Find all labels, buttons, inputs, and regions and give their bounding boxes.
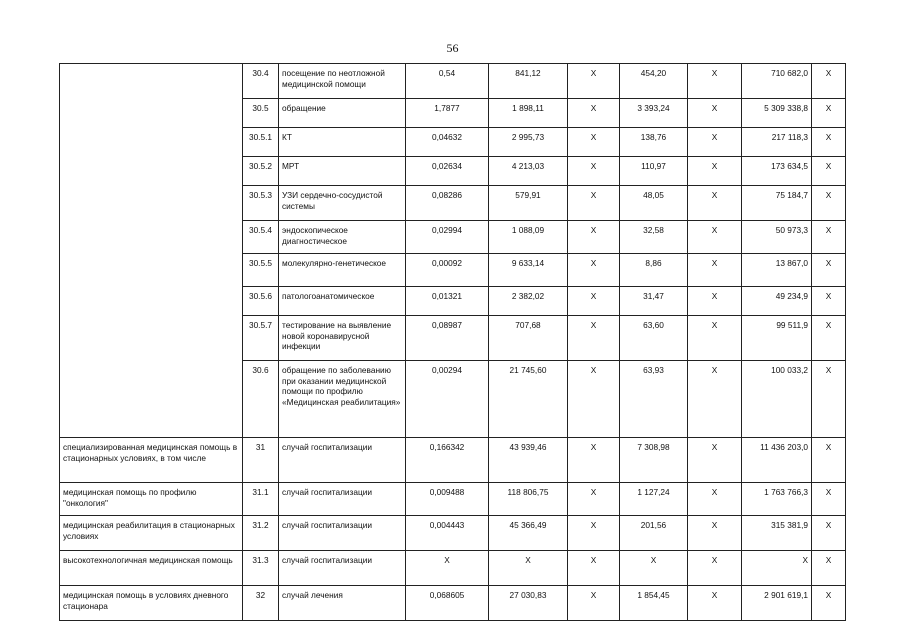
code-cell: 30.6 — [243, 361, 279, 438]
x-cell: X — [688, 551, 742, 586]
per-capita-cell: 32,58 — [620, 221, 688, 254]
x-cell: X — [688, 483, 742, 516]
norm-cell: 0,02634 — [406, 157, 489, 186]
section-cell: медицинская помощь по профилю "онкология" — [60, 483, 243, 516]
x-cell: X — [688, 438, 742, 483]
x-cell: X — [688, 99, 742, 128]
x-cell: X — [812, 551, 846, 586]
x-cell: X — [812, 483, 846, 516]
cost-cell: 43 939,46 — [489, 438, 568, 483]
norm-cell: 0,00092 — [406, 254, 489, 287]
code-cell: 31.1 — [243, 483, 279, 516]
per-capita-cell: 31,47 — [620, 287, 688, 316]
total-cell: 100 033,2 — [742, 361, 812, 438]
total-cell: 217 118,3 — [742, 128, 812, 157]
unit-cell: посещение по неотложной медицинской помощи — [279, 64, 406, 99]
table-row — [60, 551, 846, 586]
x-cell: X — [812, 316, 846, 361]
x-cell: X — [688, 221, 742, 254]
cost-cell: 2 995,73 — [489, 128, 568, 157]
x-cell: X — [568, 128, 620, 157]
cost-cell: 21 745,60 — [489, 361, 568, 438]
code-cell: 31 — [243, 438, 279, 483]
cost-cell: X — [489, 551, 568, 586]
norm-cell: 0,02994 — [406, 221, 489, 254]
norm-cell: 0,166342 — [406, 438, 489, 483]
norm-cell: 0,068605 — [406, 586, 489, 621]
x-cell: X — [688, 516, 742, 551]
norm-cell: 0,00294 — [406, 361, 489, 438]
x-cell: X — [568, 221, 620, 254]
table-row — [60, 483, 846, 516]
unit-cell: тестирование на выявление новой коронавирусной инфекции — [279, 316, 406, 361]
cost-cell: 707,68 — [489, 316, 568, 361]
page-number: 56 — [446, 41, 459, 55]
cost-cell: 118 806,75 — [489, 483, 568, 516]
norm-cell: 0,01321 — [406, 287, 489, 316]
total-cell: 5 309 338,8 — [742, 99, 812, 128]
x-cell: X — [568, 438, 620, 483]
x-cell: X — [688, 186, 742, 221]
norm-cell: 0,08987 — [406, 316, 489, 361]
x-cell: X — [568, 551, 620, 586]
per-capita-cell: 63,60 — [620, 316, 688, 361]
x-cell: X — [812, 361, 846, 438]
per-capita-cell: 454,20 — [620, 64, 688, 99]
total-cell: 315 381,9 — [742, 516, 812, 551]
x-cell: X — [812, 128, 846, 157]
code-cell: 31.3 — [243, 551, 279, 586]
total-cell: 49 234,9 — [742, 287, 812, 316]
x-cell: X — [688, 64, 742, 99]
x-cell: X — [568, 64, 620, 99]
cost-cell: 1 088,09 — [489, 221, 568, 254]
section-cell — [60, 64, 243, 438]
norm-cell: 0,009488 — [406, 483, 489, 516]
cost-cell: 841,12 — [489, 64, 568, 99]
total-cell: 50 973,3 — [742, 221, 812, 254]
x-cell: X — [568, 254, 620, 287]
cost-cell: 45 366,49 — [489, 516, 568, 551]
unit-cell: патологоанатомическое — [279, 287, 406, 316]
x-cell: X — [568, 586, 620, 621]
norm-cell: 0,08286 — [406, 186, 489, 221]
total-cell: X — [742, 551, 812, 586]
norm-cell: 0,54 — [406, 64, 489, 99]
cost-cell: 4 213,03 — [489, 157, 568, 186]
x-cell: X — [812, 438, 846, 483]
x-cell: X — [568, 99, 620, 128]
cost-cell: 27 030,83 — [489, 586, 568, 621]
x-cell: X — [688, 361, 742, 438]
x-cell: X — [812, 254, 846, 287]
table-row — [60, 438, 846, 483]
section-cell: медицинская помощь в условиях дневного стационара — [60, 586, 243, 621]
per-capita-cell: 138,76 — [620, 128, 688, 157]
total-cell: 173 634,5 — [742, 157, 812, 186]
code-cell: 30.5.4 — [243, 221, 279, 254]
unit-cell: молекулярно-генетическое — [279, 254, 406, 287]
total-cell: 13 867,0 — [742, 254, 812, 287]
x-cell: X — [688, 287, 742, 316]
unit-cell: случай госпитализации — [279, 483, 406, 516]
x-cell: X — [812, 157, 846, 186]
code-cell: 30.5.1 — [243, 128, 279, 157]
per-capita-cell: 48,05 — [620, 186, 688, 221]
unit-cell: УЗИ сердечно-сосудистой системы — [279, 186, 406, 221]
norm-cell: X — [406, 551, 489, 586]
norm-cell: 0,004443 — [406, 516, 489, 551]
code-cell: 30.5 — [243, 99, 279, 128]
code-cell: 30.5.3 — [243, 186, 279, 221]
x-cell: X — [568, 516, 620, 551]
unit-cell: обращение — [279, 99, 406, 128]
norm-cell: 1,7877 — [406, 99, 489, 128]
cost-cell: 1 898,11 — [489, 99, 568, 128]
unit-cell: случай госпитализации — [279, 551, 406, 586]
x-cell: X — [568, 287, 620, 316]
total-cell: 99 511,9 — [742, 316, 812, 361]
table-row — [60, 64, 846, 99]
unit-cell: обращение по заболеванию при оказании медицинской помощи по профилю «Медицинская реабилитация» — [279, 361, 406, 438]
x-cell: X — [688, 128, 742, 157]
unit-cell: МРТ — [279, 157, 406, 186]
x-cell: X — [568, 157, 620, 186]
per-capita-cell: 8,86 — [620, 254, 688, 287]
per-capita-cell: 1 127,24 — [620, 483, 688, 516]
x-cell: X — [812, 99, 846, 128]
per-capita-cell: 3 393,24 — [620, 99, 688, 128]
total-cell: 710 682,0 — [742, 64, 812, 99]
x-cell: X — [688, 157, 742, 186]
section-cell: специализированная медицинская помощь в стационарных условиях, в том числе — [60, 438, 243, 483]
cost-cell: 2 382,02 — [489, 287, 568, 316]
x-cell: X — [812, 64, 846, 99]
x-cell: X — [688, 586, 742, 621]
per-capita-cell: 7 308,98 — [620, 438, 688, 483]
x-cell: X — [568, 186, 620, 221]
unit-cell: случай госпитализации — [279, 438, 406, 483]
section-cell: высокотехнологичная медицинская помощь — [60, 551, 243, 586]
per-capita-cell: 201,56 — [620, 516, 688, 551]
total-cell: 1 763 766,3 — [742, 483, 812, 516]
unit-cell: эндоскопическое диагностическое — [279, 221, 406, 254]
per-capita-cell: 110,97 — [620, 157, 688, 186]
code-cell: 30.5.7 — [243, 316, 279, 361]
x-cell: X — [568, 316, 620, 361]
per-capita-cell: X — [620, 551, 688, 586]
tariff-table — [59, 63, 846, 621]
table-row — [60, 586, 846, 621]
cost-cell: 579,91 — [489, 186, 568, 221]
x-cell: X — [568, 361, 620, 438]
total-cell: 11 436 203,0 — [742, 438, 812, 483]
unit-cell: случай лечения — [279, 586, 406, 621]
per-capita-cell: 1 854,45 — [620, 586, 688, 621]
code-cell: 31.2 — [243, 516, 279, 551]
total-cell: 75 184,7 — [742, 186, 812, 221]
x-cell: X — [812, 287, 846, 316]
code-cell: 32 — [243, 586, 279, 621]
table-row — [60, 516, 846, 551]
cost-cell: 9 633,14 — [489, 254, 568, 287]
section-cell: медицинская реабилитация в стационарных условиях — [60, 516, 243, 551]
x-cell: X — [812, 516, 846, 551]
x-cell: X — [812, 221, 846, 254]
per-capita-cell: 63,93 — [620, 361, 688, 438]
code-cell: 30.4 — [243, 64, 279, 99]
x-cell: X — [812, 586, 846, 621]
unit-cell: случай госпитализации — [279, 516, 406, 551]
x-cell: X — [688, 254, 742, 287]
code-cell: 30.5.6 — [243, 287, 279, 316]
unit-cell: КТ — [279, 128, 406, 157]
total-cell: 2 901 619,1 — [742, 586, 812, 621]
x-cell: X — [688, 316, 742, 361]
x-cell: X — [568, 483, 620, 516]
code-cell: 30.5.5 — [243, 254, 279, 287]
code-cell: 30.5.2 — [243, 157, 279, 186]
norm-cell: 0,04632 — [406, 128, 489, 157]
x-cell: X — [812, 186, 846, 221]
